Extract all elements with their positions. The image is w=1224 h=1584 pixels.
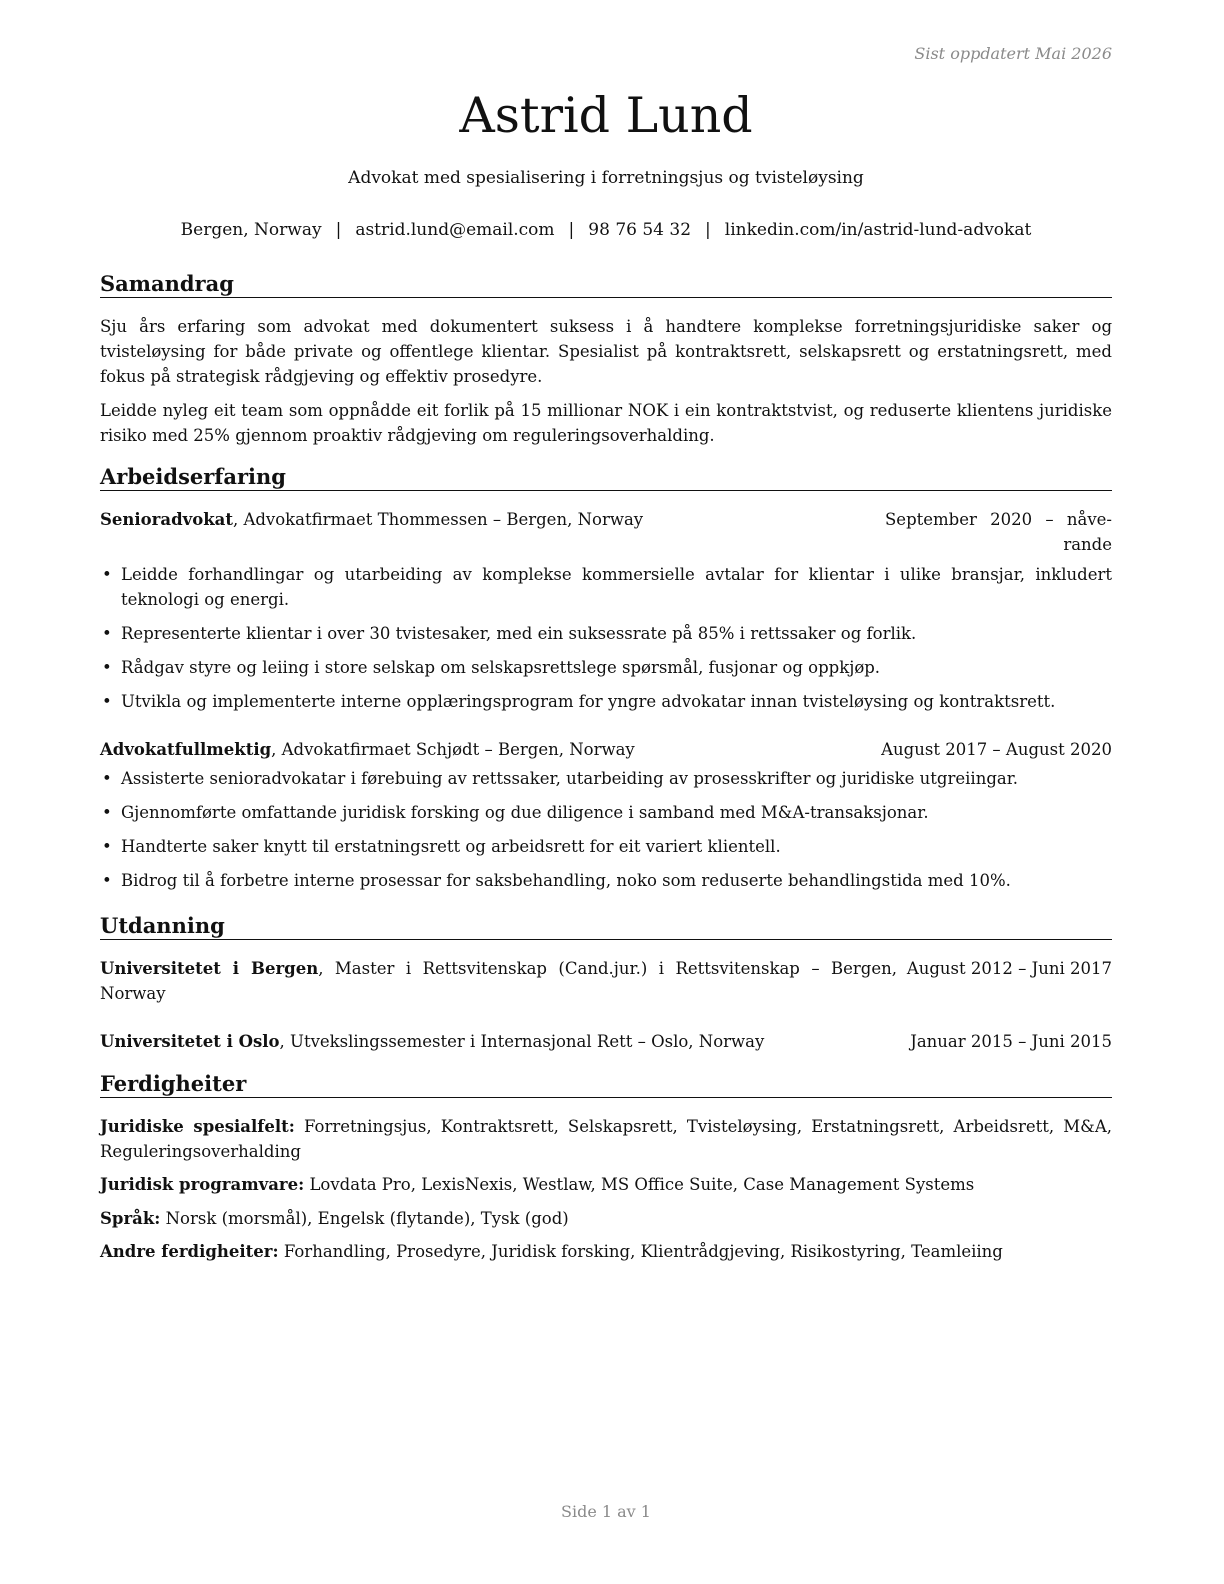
last-updated-note: Sist oppdatert Mai 2026 [914,44,1112,63]
skill-line [100,1172,1112,1197]
education-description [100,1029,764,1054]
job-header [100,507,1112,557]
job-dates [885,507,1112,557]
job-employer: , Advokatfirmaet Thommessen – Bergen, Norway [232,510,644,529]
skill-label: Andre ferdigheiter: [100,1242,279,1261]
job-bullet-list [100,562,1112,723]
section-title-education: Utdanning [100,914,1112,940]
job-dates-line: September 2020 – nåve- [885,510,1112,529]
skill-value: Forhandling, Prosedyre, Juridisk forsking, Klientrådgjeving, Risikostyring, Teamleiing [278,1242,1003,1261]
job-bullet-list [100,766,1112,902]
contact-location: Bergen, Norway [180,220,322,240]
job-bullet: • Representerte klientar i over 30 tvistesaker, med ein suksessrate på 85% i rettssaker og forlik. [100,621,1112,646]
education-item [100,956,1112,1006]
job-header [100,737,1112,762]
education-item [100,1029,1112,1054]
contact-separator: | [335,220,342,240]
job-bullet: • Gjennomførte omfattande juridisk forsking og due diligence i samband med M&A-transaksjonar. [100,800,1112,825]
summary-paragraph-2: Leidde nyleg eit team som oppnådde eit forlik på 15 millionar NOK i ein kontraktstvist, og reduserte klientens juridiske risiko med 25% gjennom proaktiv rådgjeving om reguleringsoverhalding. [100,401,1112,445]
section-title-skills: Ferdigheiter [100,1072,1112,1098]
education-dates: August 2012 – Juni 2017 [906,959,1112,978]
contact-email[interactable]: astrid.lund@email.com [355,220,555,240]
section-title-summary: Samandrag [100,272,1112,298]
skill-line [100,1239,1112,1264]
skill-value: Lovdata Pro, LexisNexis, Westlaw, MS Office Suite, Case Management Systems [304,1175,975,1194]
candidate-name: Astrid Lund [459,87,753,144]
skill-value: Forretningsjus, Kontraktsrett, Selskapsrett, Tvisteløysing, Erstatningsrett, Arbeidsrett, M&A, Reguleringsoverhalding [100,1117,1112,1161]
job-bullet: • Assisterte senioradvokatar i førebuing av rettssaker, utarbeiding av prosesskrifter og juridiske utgreiingar. [100,766,1112,791]
contact-separator: | [705,220,711,240]
candidate-tagline: Advokat med spesialisering i forretningsjus og tvisteløysing [348,168,864,188]
job-bullet: • Handterte saker knytt til erstatningsrett og arbeidsrett for eit variert klientell. [100,834,1112,859]
skill-value: Norsk (morsmål), Engelsk (flytande), Tysk (god) [160,1209,569,1228]
education-school: Universitetet i Bergen [100,959,319,978]
section-title-experience: Arbeidserfaring [100,465,1112,491]
contact-separator: | [568,220,575,240]
contact-linkedin[interactable]: linkedin.com/in/astrid-lund-advokat [724,220,1032,240]
skill-label: Juridiske spesialfelt: [100,1117,295,1136]
education-degree: , Master i Rettsvitenskap (Cand.jur.) i Rettsvitenskap – Bergen, Norway [100,959,897,1003]
education-dates: Januar 2015 – Juni 2015 [910,1032,1112,1051]
education-degree: , Utvekslingssemester i Internasjonal Rett – Oslo, Norway [279,1032,765,1051]
job-title [100,507,643,532]
job-title [100,737,635,762]
summary-paragraph-1: Sju års erfaring som advokat med dokumentert suksess i å handtere komplekse forretningsjuridiske saker og tvisteløysing for både private og offentlege klientar. Spesialist på kontraktsrett, selskapsrett og erstatningsrett, med fokus på strategisk rådgjeving og effektiv prosedyre. [100,317,1112,386]
education-school: Universitetet i Oslo [100,1032,280,1051]
skill-label: Juridisk programvare: [100,1175,305,1194]
job-role: Senioradvokat [100,510,233,529]
skill-label: Språk: [100,1209,161,1228]
job-bullet: • Utvikla og implementerte interne opplæringsprogram for yngre advokatar innan tvisteløysing og kontraktsrett. [100,689,1112,714]
job-bullet: • Bidrog til å forbetre interne prosessar for saksbehandling, noko som reduserte behandlingstida med 10%. [100,868,1112,893]
contact-line [100,220,1112,240]
job-role: Advokatfullmektig [100,740,272,759]
page-number: Side 1 av 1 [561,1502,651,1521]
job-dates-line: rande [1063,535,1112,554]
education-description [100,956,897,1006]
job-bullet: • Rådgav styre og leiing i store selskap om selskapsrettslege spørsmål, fusjonar og oppkjøp. [100,655,1112,680]
contact-phone: 98 76 54 32 [588,220,692,240]
job-employer: , Advokatfirmaet Schjødt – Bergen, Norway [271,740,635,759]
job-dates: August 2017 – August 2020 [881,740,1112,759]
skill-line [100,1206,1112,1231]
job-bullet: • Leidde forhandlingar og utarbeiding av komplekse kommersielle avtalar for klientar i ulike bransjar, inkludert teknologi og energi. [100,562,1112,612]
resume-page [100,0,1112,1584]
skill-line [100,1114,1112,1164]
